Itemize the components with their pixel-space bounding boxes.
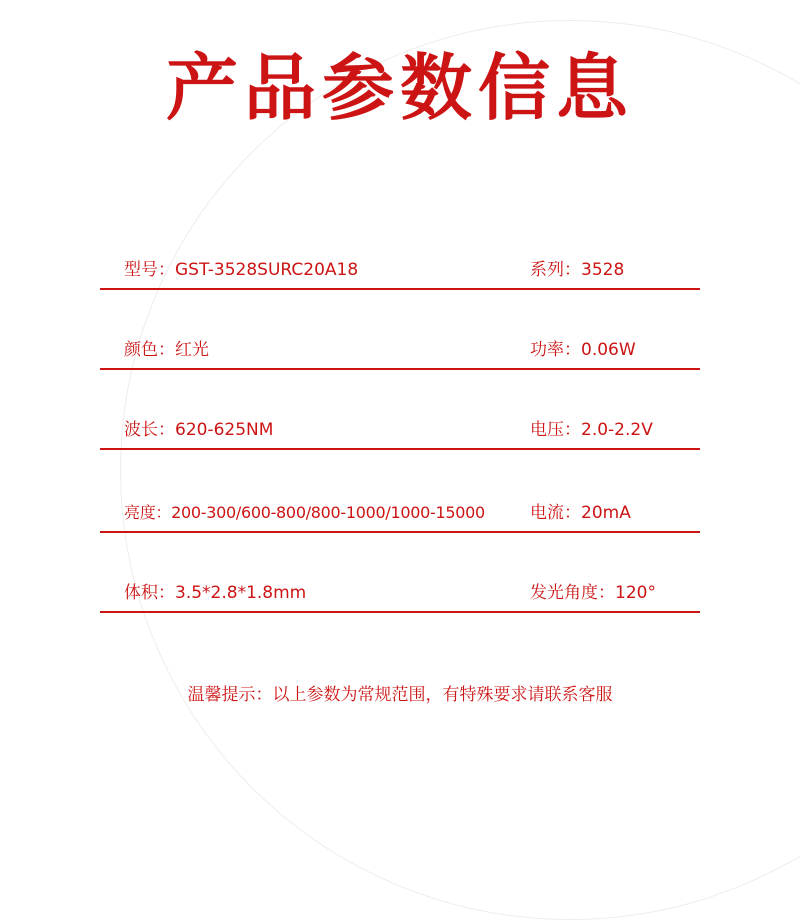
spec-series: 系列：3528 (530, 260, 625, 280)
spec-row-size (100, 573, 700, 613)
spec-size: 体积：3.5*2.8*1.8mm (124, 583, 307, 603)
spec-current: 电流：20mA (530, 503, 631, 523)
spec-brightness: 亮度：200-300/600-800/800-1000/1000-15000 (124, 503, 485, 522)
spec-color: 颜色：红光 (124, 340, 209, 360)
spec-model: 型号：GST-3528SURC20A18 (124, 260, 359, 280)
spec-row-model (100, 250, 700, 290)
spec-wavelength: 波长：620-625NM (124, 420, 274, 440)
spec-power: 功率：0.06W (530, 340, 636, 360)
spec-row-brightness (100, 493, 700, 533)
spec-beam-angle: 发光角度：120° (530, 583, 656, 603)
spec-voltage: 电压：2.0-2.2V (530, 420, 653, 440)
spec-row-color (100, 330, 700, 370)
spec-row-wavelength (100, 410, 700, 450)
footnote-notice: 温馨提示：以上参数为常规范围，有特殊要求请联系客服 (187, 685, 613, 705)
page-title: 产品参数信息 (165, 46, 634, 130)
